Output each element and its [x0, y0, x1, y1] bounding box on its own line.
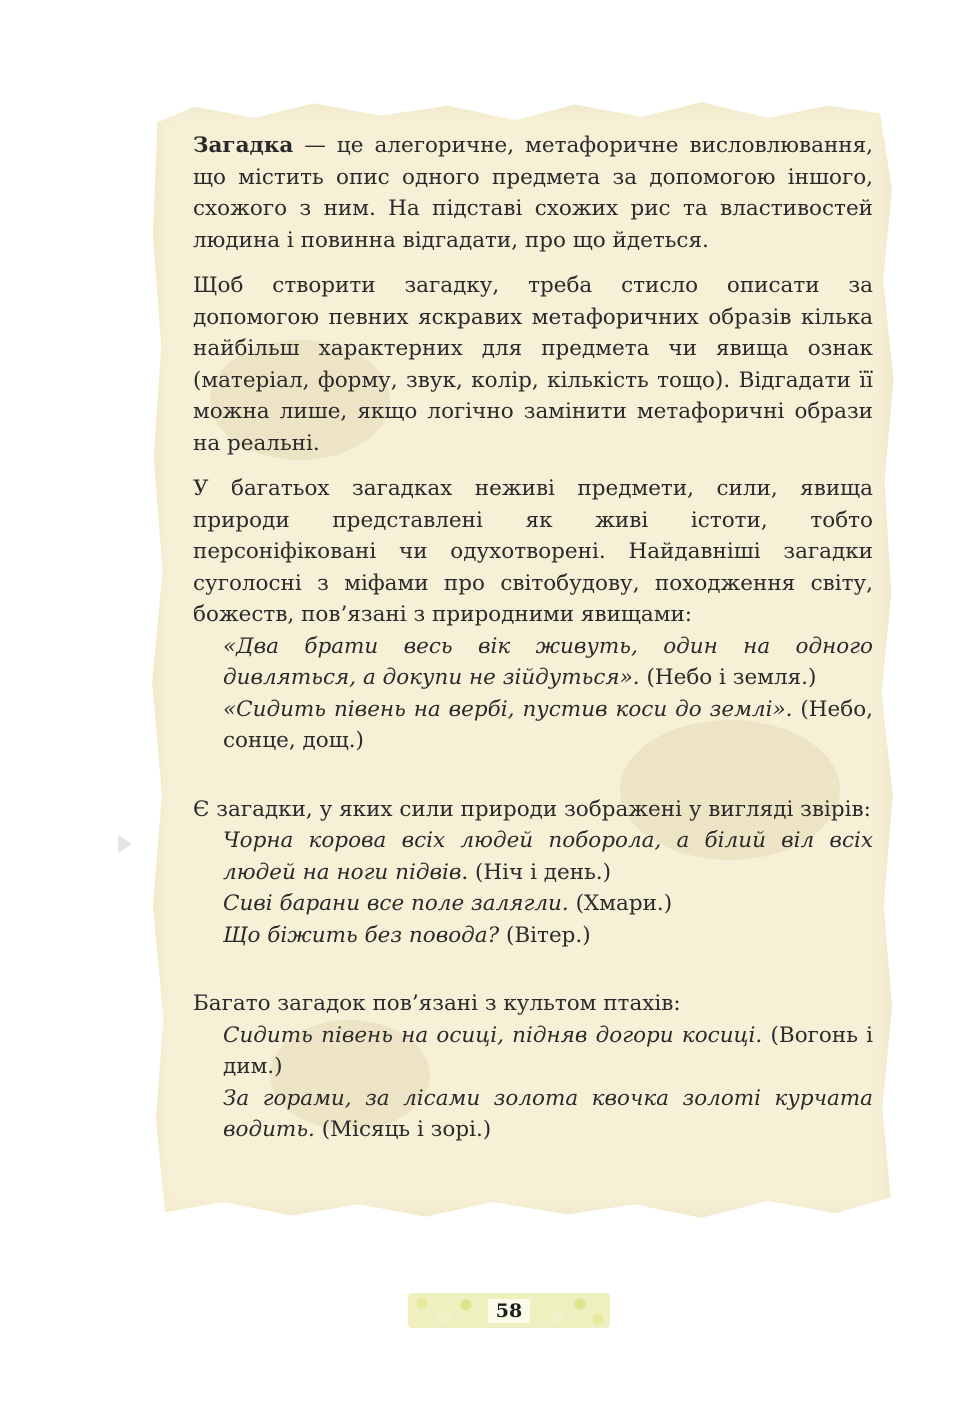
margin-arrow-marker	[118, 835, 132, 853]
riddle-example	[193, 631, 873, 694]
riddle-answer: (Небо, сонце, дощ.)	[223, 696, 873, 753]
page-number: 58	[488, 1299, 530, 1323]
riddle-example	[193, 920, 873, 952]
riddle-text: За горами, за лісами золота квочка золоті курчата водить.	[223, 1085, 873, 1142]
riddle-answer: (Вітер.)	[499, 922, 591, 948]
riddle-text: «Сидить півень на вербі, пустив коси до землі».	[223, 696, 793, 722]
riddle-answer: (Ніч і день.)	[468, 859, 612, 885]
riddle-text: Сиві барани все поле залягли.	[223, 891, 569, 916]
paragraph-how-to-create: Щоб створити загадку, треба стисло описати за допомогою певних яскравих метафоричних образів кілька найбільш характерних для предмета чи явища ознак (матеріал, форму, звук, колір, кількість тощо). Відгадати її можна лише, якщо логічно замінити метафоричні образи на реальні.	[193, 273, 873, 456]
riddle-example	[193, 888, 873, 920]
riddle-text: Чорна корова всіх людей поборола, а білий віл всіх людей на ноги підвів.	[223, 828, 873, 885]
riddle-answer: (Небо і земля.)	[639, 665, 817, 690]
paragraph-beasts: Є загадки, у яких сили природи зображені у вигляді звірів:	[193, 796, 871, 822]
riddle-text: Що біжить без повода?	[223, 922, 500, 948]
definition-text: — це алегоричне, метафоричне висловлювання, що містить опис одного предмета за допомогою іншого, схожого з ним. На підставі схожих рис та властивостей людина і повинна відгадати, про що йдеться.	[193, 133, 873, 253]
riddle-example	[193, 1020, 873, 1083]
paragraph-birds: Багато загадок пов’язані з культом птахів:	[193, 991, 681, 1016]
paragraph-definition	[193, 130, 873, 256]
riddle-example	[193, 825, 873, 888]
term-zahadka: Загадка	[193, 133, 294, 158]
riddle-text: «Два брати весь вік живуть, один на одного дивляться, а докупи не зійдуться».	[223, 633, 873, 690]
page-number-ornament	[408, 1293, 610, 1328]
riddle-text: Сидить півень на осиці, підняв догори косиці.	[223, 1022, 763, 1048]
riddle-answer: (Вогонь і дим.)	[223, 1022, 874, 1079]
riddle-example	[193, 694, 873, 757]
riddle-answer: (Місяць і зорі.)	[314, 1117, 492, 1142]
riddle-example	[193, 1083, 873, 1146]
paragraph-myths: У багатьох загадках неживі предмети, сили, явища природи представлені як живі істоти, тобто персоніфіковані чи одухотворені. Найдавніші загадки суголосні з міфами про світобудову, походження світу, божеств, пов’язані з природними явищами:	[193, 476, 873, 627]
riddle-answer: (Хмари.)	[568, 891, 673, 916]
page-content	[193, 130, 873, 1146]
